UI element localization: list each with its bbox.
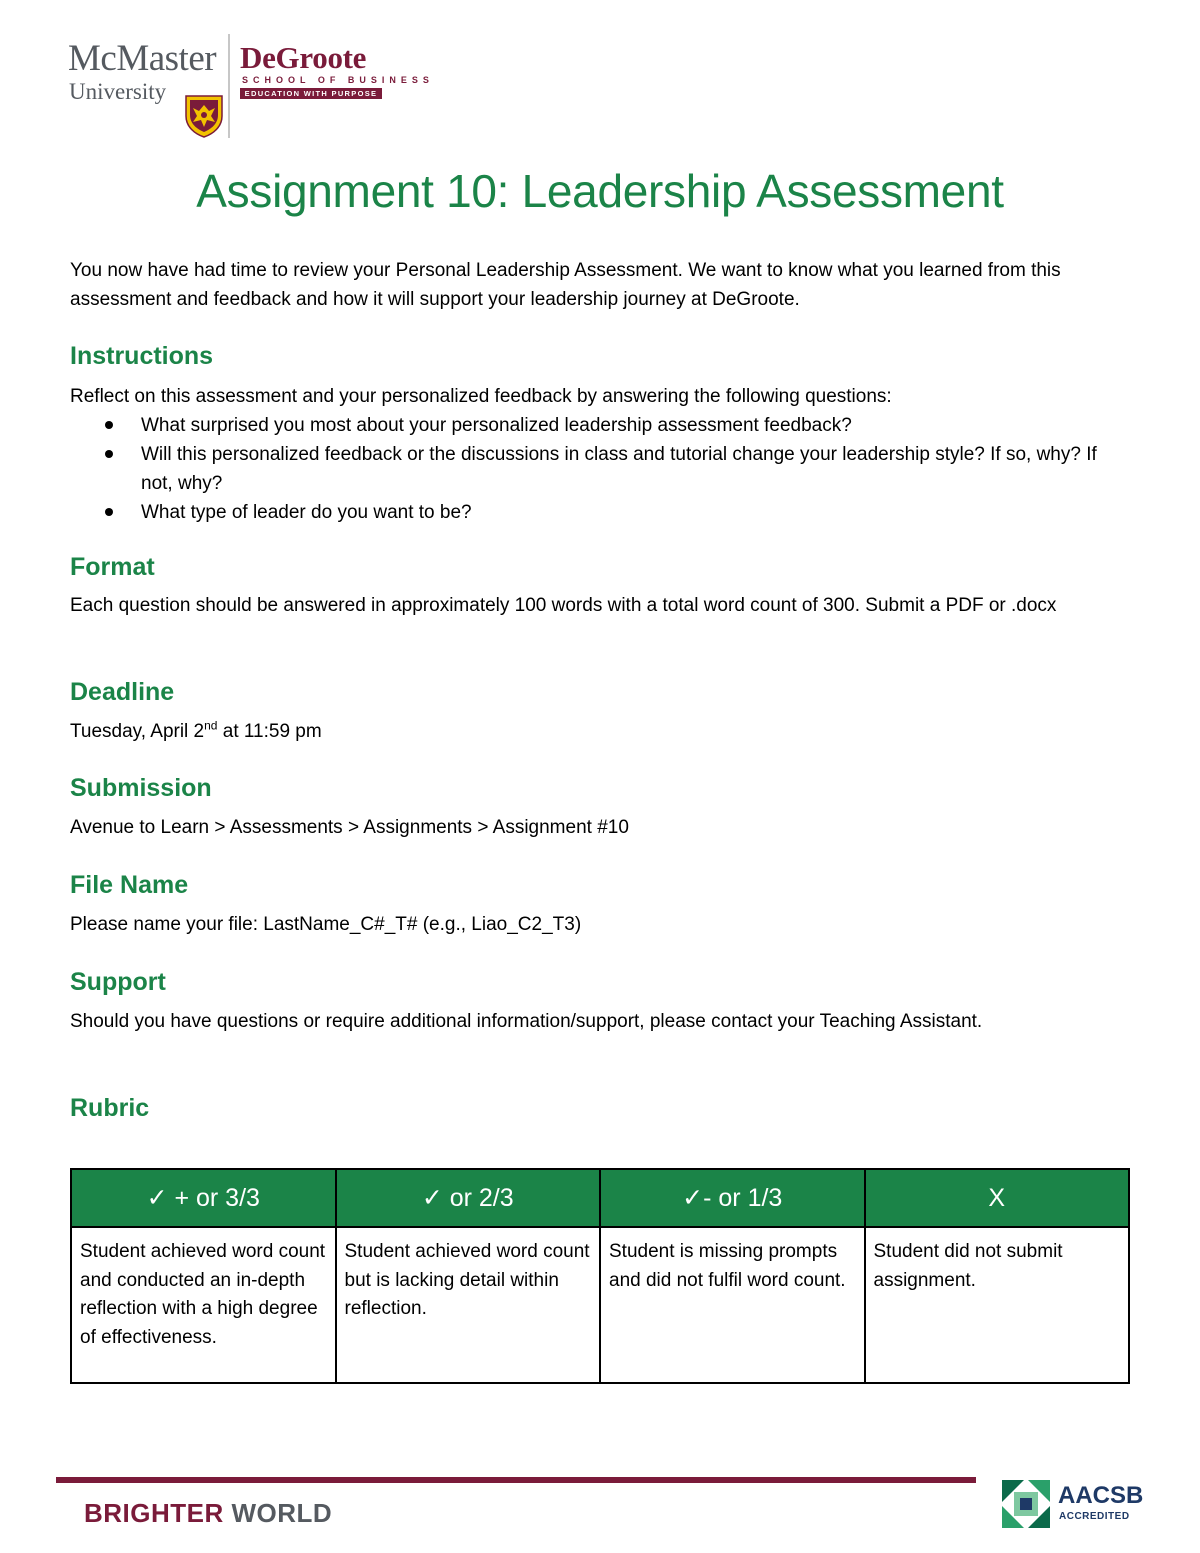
list-item: Will this personalized feedback or the discussions in class and tutorial change your leadership style? If so, why? If not, why?: [70, 440, 1130, 498]
instructions-heading: Instructions: [70, 342, 214, 370]
logo-school-of-business-text: SCHOOL OF BUSINESS: [242, 75, 434, 85]
logo-degroote-text: DeGroote: [240, 40, 367, 75]
bullet-icon: [105, 421, 113, 429]
rubric-col-x: X: [865, 1169, 1130, 1227]
format-text: Each question should be answered in approximately 100 words with a total word count of 300. Submit a PDF or .docx: [70, 595, 1057, 616]
rubric-col-2-of-3: ✓ or 2/3: [336, 1169, 601, 1227]
submission-heading: Submission: [70, 774, 212, 802]
instructions-list: [70, 411, 1130, 527]
deadline-section: [70, 676, 1130, 746]
aacsb-mark-icon: [1002, 1480, 1050, 1528]
rubric-cell-3-of-3: Student achieved word count and conducted an in-depth reflection with a high degree of effectiveness.: [71, 1227, 336, 1383]
rubric-col-1-of-3: ✓- or 1/3: [600, 1169, 865, 1227]
rubric-cell-2-of-3: Student achieved word count but is lacking detail within reflection.: [336, 1227, 601, 1383]
page-title: Assignment 10: Leadership Assessment: [196, 165, 1004, 217]
rubric-header-row: [71, 1169, 1129, 1227]
intro-section: [70, 256, 1130, 314]
bullet-icon: [105, 508, 113, 516]
file-name-text: Please name your file: LastName_C#_T# (e.g., Liao_C2_T3): [70, 914, 582, 935]
submission-section: [70, 772, 1130, 842]
bullet-icon: [105, 450, 113, 458]
deadline-text: Tuesday, April 2nd at 11:59 pm: [70, 718, 322, 742]
table-row: [71, 1227, 1129, 1383]
aacsb-accredited-text: ACCREDITED: [1059, 1511, 1130, 1522]
file-name-heading: File Name: [70, 871, 189, 899]
rubric-section: [70, 1092, 1130, 1124]
support-heading: Support: [70, 968, 166, 996]
logo-mcmaster-text: McMaster: [68, 38, 217, 79]
list-item: What type of leader do you want to be?: [70, 498, 1130, 527]
brighter-world-tagline: BRIGHTER WORLD: [84, 1498, 333, 1528]
instructions-section: [70, 340, 1130, 527]
mcmaster-crest-icon: [180, 94, 228, 138]
aacsb-name-text: AACSB: [1058, 1482, 1144, 1509]
rubric-heading: Rubric: [70, 1094, 150, 1122]
rubric-cell-x: Student did not submit assignment.: [865, 1227, 1130, 1383]
list-item: What surprised you most about your personalized leadership assessment feedback?: [70, 411, 1130, 440]
logo-motto-text: EDUCATION WITH PURPOSE: [240, 88, 382, 99]
intro-paragraph: You now have had time to review your Personal Leadership Assessment. We want to know what you learned from this assessment and feedback and how it will support your leadership journey at DeGroote.: [70, 260, 1061, 310]
format-heading: Format: [70, 553, 155, 581]
support-text: Should you have questions or require additional information/support, please contact your Teaching Assistant.: [70, 1011, 983, 1032]
support-section: [70, 966, 1130, 1036]
format-section: [70, 551, 1130, 620]
logo-divider: [228, 34, 230, 138]
instructions-lead: Reflect on this assessment and your personalized feedback by answering the following questions:: [70, 386, 892, 407]
rubric-col-3-of-3: ✓ + or 3/3: [71, 1169, 336, 1227]
rubric-table: [70, 1168, 1130, 1384]
logo-university-text: University: [69, 79, 167, 104]
footer-divider: [56, 1477, 976, 1483]
submission-text: Avenue to Learn > Assessments > Assignments > Assignment #10: [70, 817, 629, 838]
rubric-cell-1-of-3: Student is missing prompts and did not fulfil word count.: [600, 1227, 865, 1383]
file-name-section: [70, 869, 1130, 939]
deadline-heading: Deadline: [70, 678, 175, 706]
